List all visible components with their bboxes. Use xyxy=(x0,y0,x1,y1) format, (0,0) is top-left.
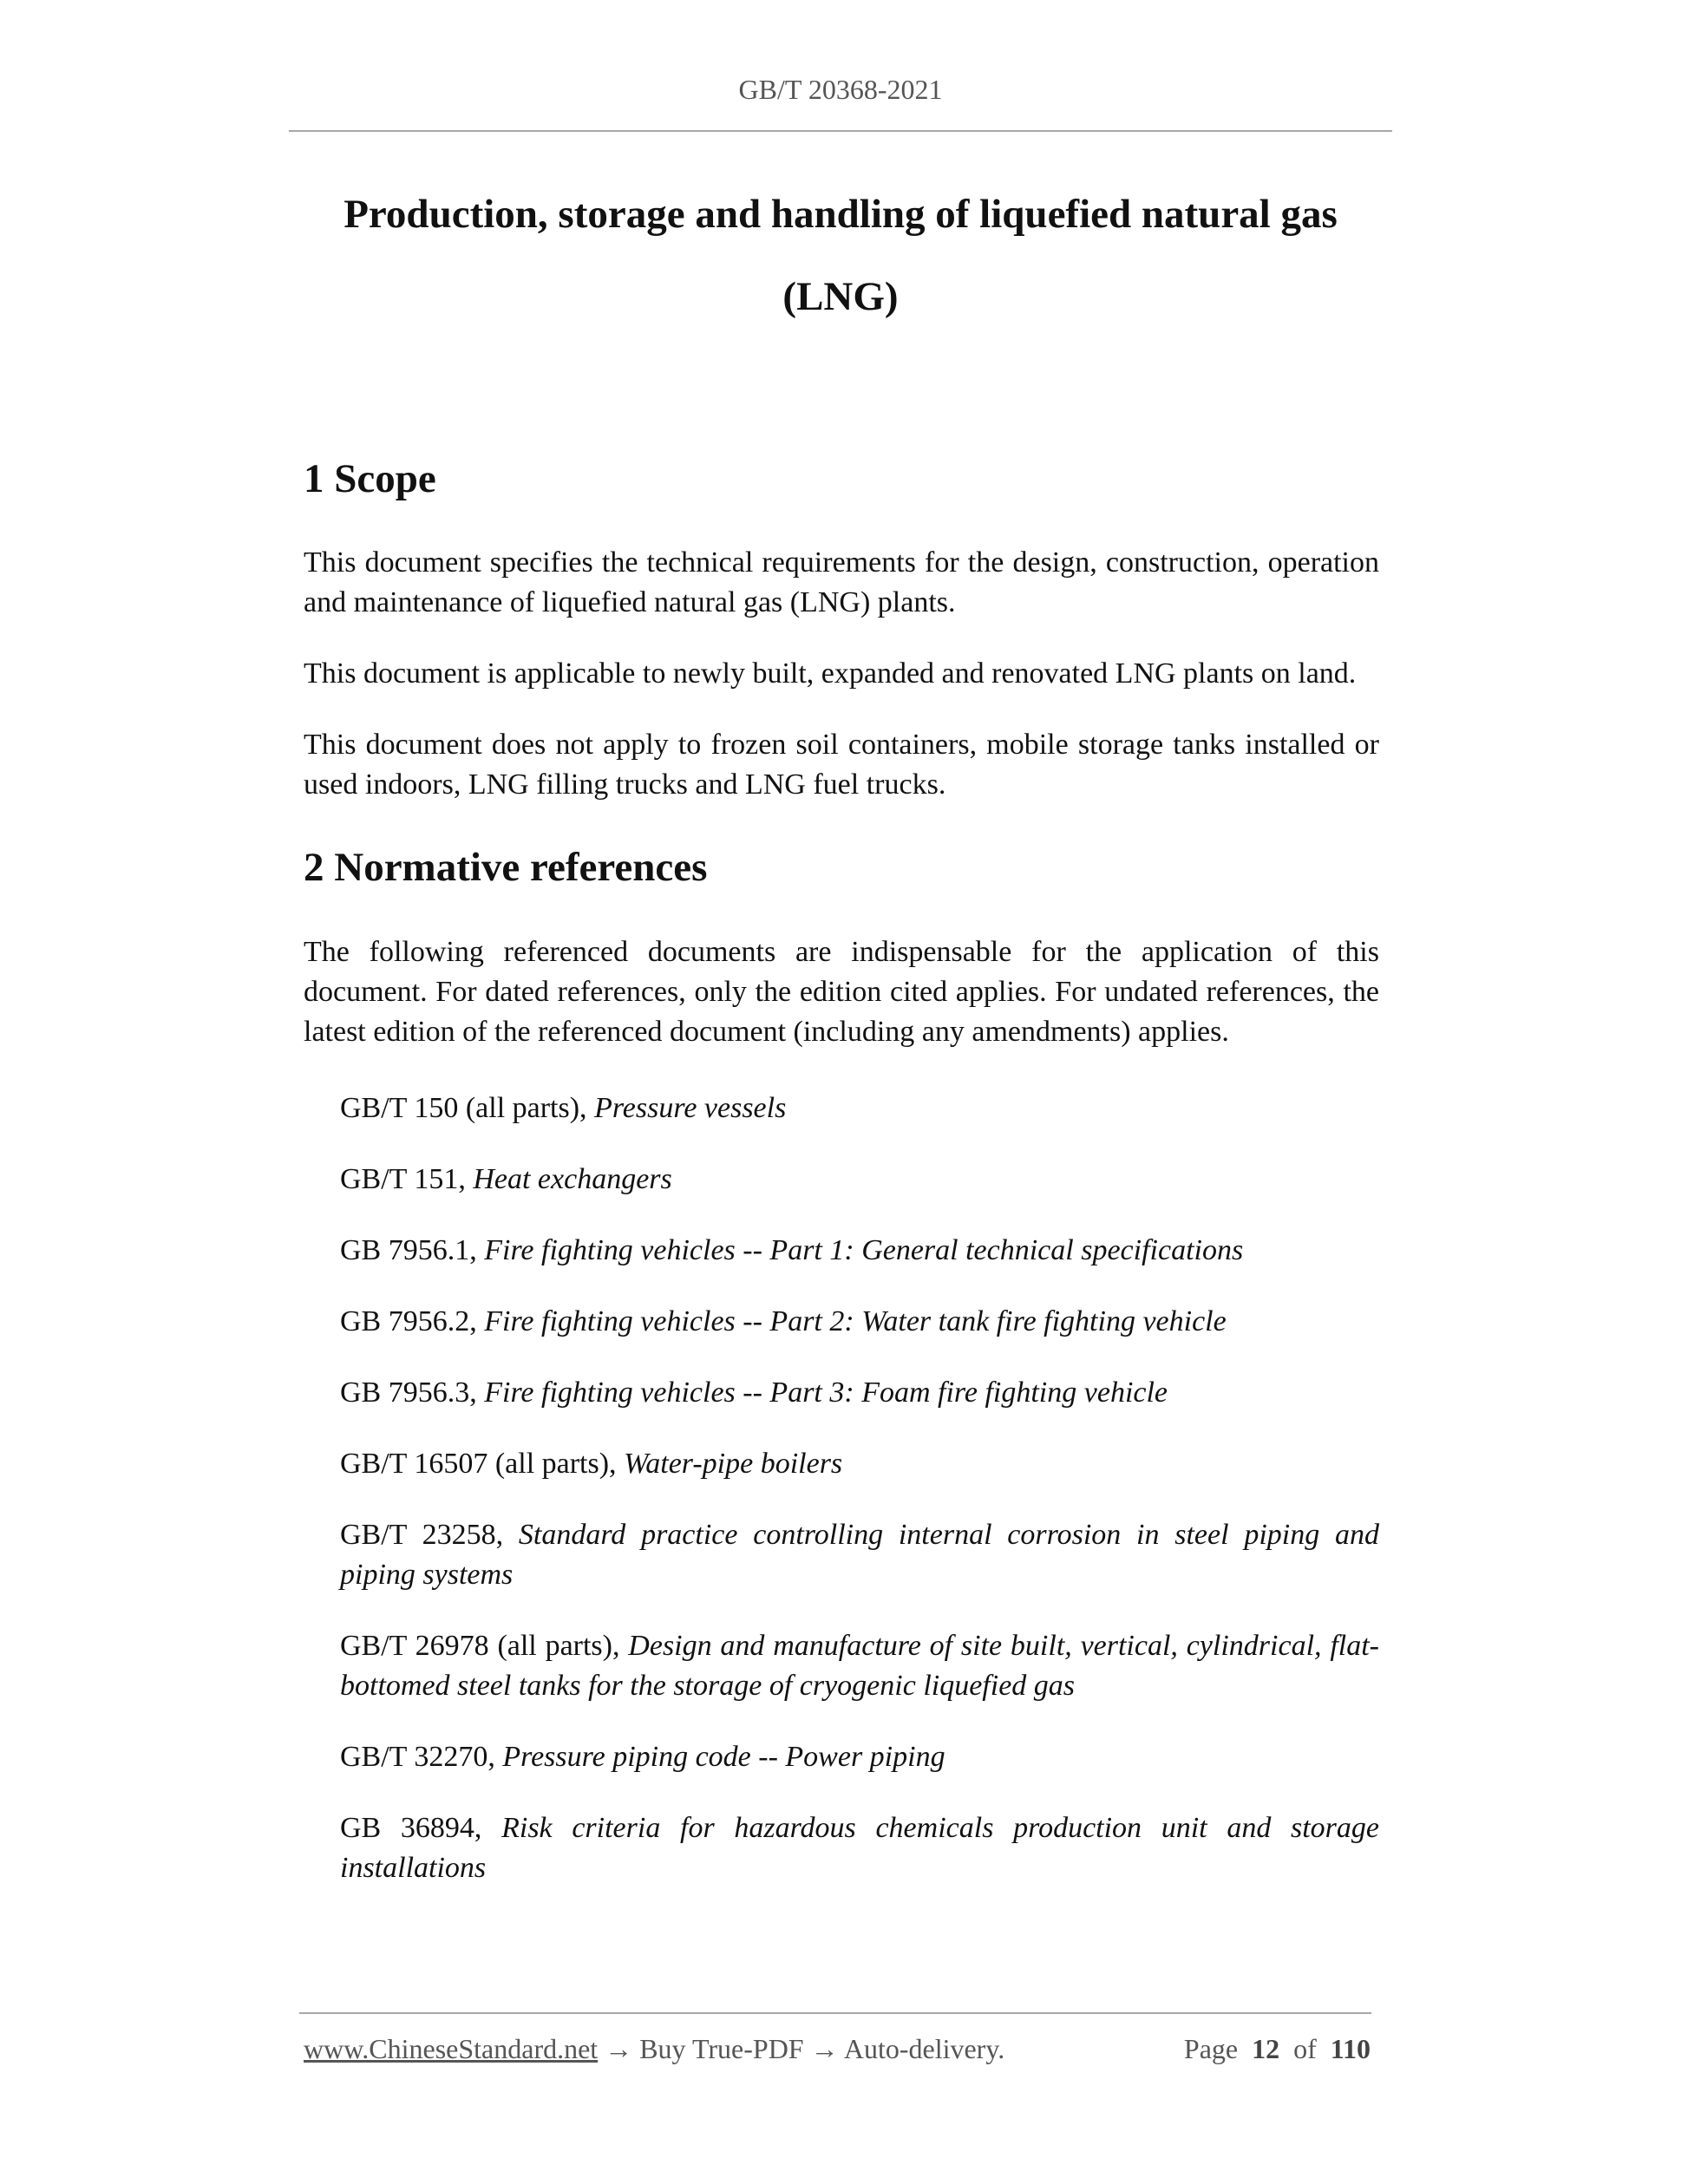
reference-item xyxy=(340,1373,1379,1413)
page-total: 110 xyxy=(1330,2033,1371,2064)
footer-promo xyxy=(304,2031,1004,2068)
page-of-label: of xyxy=(1293,2033,1317,2064)
reference-code: GB/T 16507 (all parts), xyxy=(340,1447,617,1480)
reference-item xyxy=(340,1160,1379,1200)
reference-title: Fire fighting vehicles -- Part 2: Water tank fire fighting vehicle xyxy=(484,1305,1227,1337)
reference-item xyxy=(340,1231,1379,1271)
reference-title: Standard practice controlling internal corrosion in steel piping and piping systems xyxy=(340,1518,1379,1591)
scope-paragraph: This document specifies the technical requirements for the design, construction, operation and maintenance of liquefied natural gas (LNG) plants. xyxy=(304,546,1379,619)
arrow-right-icon: → xyxy=(605,2033,633,2064)
running-header: GB/T 20368-2021 xyxy=(738,74,943,105)
document-title xyxy=(289,173,1392,338)
reference-code: GB/T 23258, xyxy=(340,1518,504,1551)
site-link[interactable]: www.ChineseStandard.net xyxy=(304,2033,599,2064)
section-heading-scope: 1 Scope xyxy=(304,456,436,501)
reference-code: GB/T 32270, xyxy=(340,1740,495,1773)
reference-title: Fire fighting vehicles -- Part 1: General technical specifications xyxy=(484,1233,1244,1266)
document-title-line1: Production, storage and handling of liquefied natural gas xyxy=(343,192,1338,237)
scope-paragraph: This document is applicable to newly built, expanded and renovated LNG plants on land. xyxy=(304,657,1357,690)
reference-item xyxy=(340,1089,1379,1128)
reference-code: GB 36894, xyxy=(340,1811,482,1844)
auto-delivery-text: Auto-delivery. xyxy=(843,2033,1005,2064)
page-label: Page xyxy=(1183,2033,1239,2064)
reference-code: GB 7956.3, xyxy=(340,1376,477,1409)
section-heading-normative-references: 2 Normative references xyxy=(304,845,708,891)
reference-title: Water-pipe boilers xyxy=(624,1447,843,1480)
normative-references-intro: The following referenced documents are indispensable for the application of this document. For dated references, only the edition cited applies. For undated references, the latest edition of the referenced document (including any amendments) applies. xyxy=(304,935,1379,1048)
page-number xyxy=(1184,2031,1371,2068)
header-divider xyxy=(289,130,1392,132)
reference-list xyxy=(304,1089,1379,1888)
document-title-line2: (LNG) xyxy=(782,274,899,319)
reference-item xyxy=(340,1737,1379,1777)
reference-title: Pressure piping code -- Power piping xyxy=(502,1740,945,1773)
reference-code: GB 7956.2, xyxy=(340,1305,477,1337)
scope-paragraph: This document does not apply to frozen soil containers, mobile storage tanks installed or used indoors, LNG filling trucks and LNG fuel trucks. xyxy=(304,729,1379,801)
reference-code: GB 7956.1, xyxy=(340,1233,477,1266)
reference-item xyxy=(340,1626,1379,1706)
reference-item xyxy=(340,1808,1379,1888)
reference-item xyxy=(340,1444,1379,1484)
reference-item xyxy=(340,1515,1379,1595)
reference-title: Fire fighting vehicles -- Part 3: Foam fire fighting vehicle xyxy=(484,1376,1168,1409)
reference-title: Risk criteria for hazardous chemicals production unit and storage installations xyxy=(340,1811,1379,1884)
reference-title: Pressure vessels xyxy=(594,1091,787,1124)
reference-code: GB/T 26978 (all parts), xyxy=(340,1629,620,1662)
document-body xyxy=(304,442,1379,1919)
page-current: 12 xyxy=(1252,2033,1280,2064)
reference-code: GB/T 150 (all parts), xyxy=(340,1091,587,1124)
arrow-right-icon: → xyxy=(810,2033,839,2064)
buy-true-pdf-text: Buy True-PDF xyxy=(639,2033,804,2064)
footer-divider xyxy=(299,2012,1371,2014)
reference-item xyxy=(340,1302,1379,1342)
reference-code: GB/T 151, xyxy=(340,1162,466,1195)
reference-title: Heat exchangers xyxy=(473,1162,672,1195)
reference-title: Design and manufacture of site built, vertical, cylindrical, flat-bottomed steel tanks for the storage of cryogenic liquefied gas xyxy=(340,1629,1379,1702)
